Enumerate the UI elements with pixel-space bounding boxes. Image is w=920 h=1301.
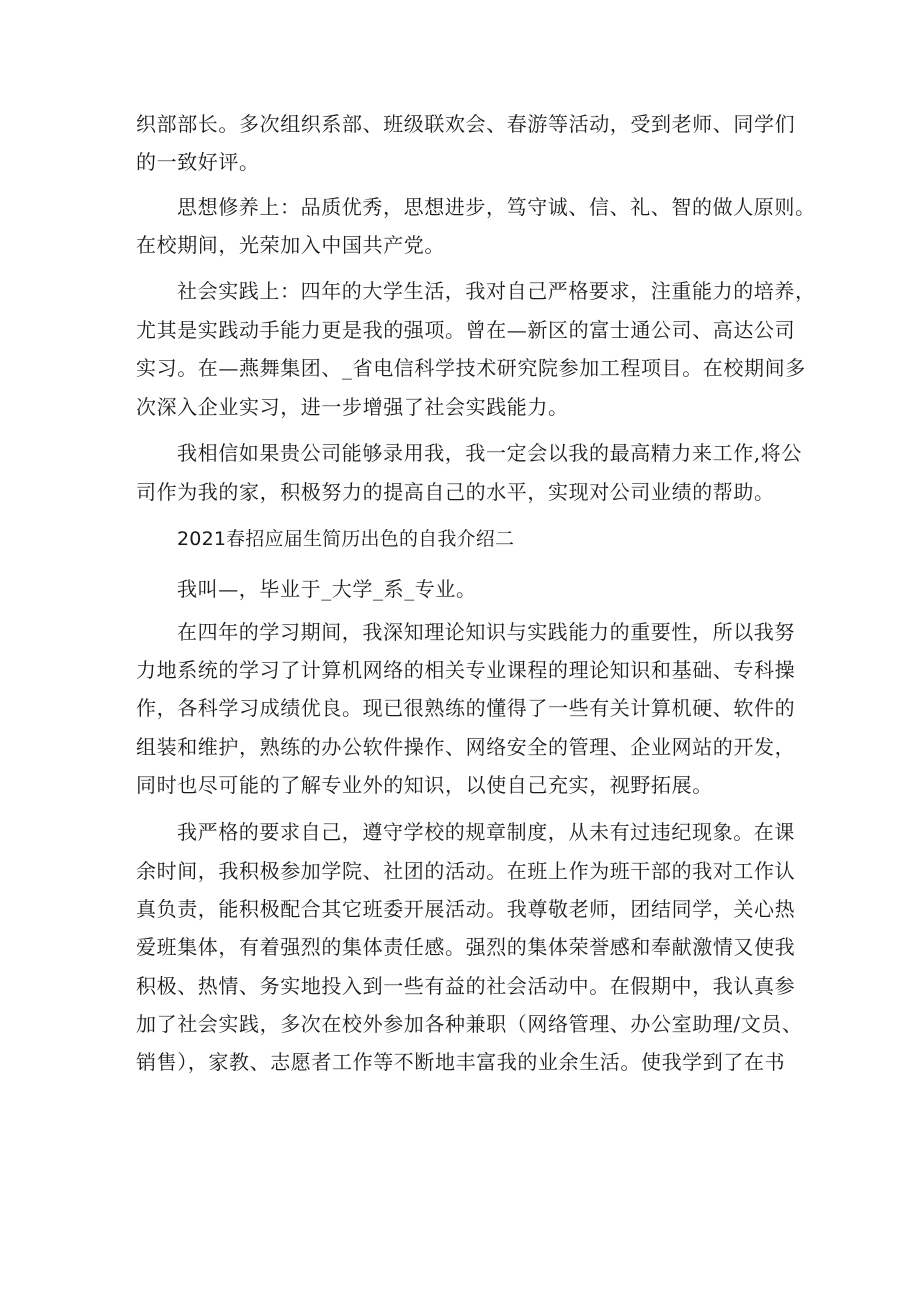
text-line: 余时间，我积极参加学院、社团的活动。在班上作为班干部的我对工作认 — [136, 859, 796, 883]
text-line: 在校期间，光荣加入中国共产党。 — [136, 233, 445, 257]
section-heading: 2021春招应届生简历出色的自我介绍二 — [177, 528, 515, 550]
text-line: 尤其是实践动手能力更是我的强项。曾在—新区的富士通公司、高达公司 — [136, 318, 796, 342]
text-line: 司作为我的家，积极努力的提高自己的水平，实现对公司业绩的帮助。 — [136, 480, 775, 504]
text-line: 社会实践上：四年的大学生活，我对自己严格要求，注重能力的培养， — [177, 279, 816, 303]
text-line: 力地系统的学习了计算机网络的相关专业课程的理论知识和基础、专科操 — [136, 658, 796, 682]
text-line: 我相信如果贵公司能够录用我，我一定会以我的最高精力来工作,将公 — [177, 441, 802, 465]
text-line: 作，各科学习成绩优良。现已很熟练的懂得了一些有关计算机硬、软件的 — [136, 696, 796, 720]
text-line: 组装和维护，熟练的办公软件操作、网络安全的管理、企业网站的开发， — [136, 735, 796, 759]
text-line: 实习。在—燕舞集团、_省电信科学技术研究院参加工程项目。在校期间多 — [136, 356, 806, 380]
text-line: 在四年的学习期间，我深知理论知识与实践能力的重要性，所以我努 — [177, 620, 795, 644]
text-line: 思想修养上：品质优秀，思想进步，笃守诚、信、礼、智的做人原则。 — [177, 195, 816, 219]
text-line: 次深入企业实习，进一步增强了社会实践能力。 — [136, 395, 569, 419]
text-line: 积极、热情、务实地投入到一些有益的社会活动中。在假期中，我认真参 — [136, 974, 796, 998]
text-line: 我叫—，毕业于_大学_系_专业。 — [177, 577, 477, 601]
text-line: 加了社会实践，多次在校外参加各种兼职（网络管理、办公室助理/文员、 — [136, 1012, 803, 1036]
text-line: 爱班集体，有着强烈的集体责任感。强烈的集体荣誉感和奉献激情又使我 — [136, 935, 796, 959]
text-line: 我严格的要求自己，遵守学校的规章制度，从未有过违纪现象。在课 — [177, 820, 795, 844]
text-line: 的一致好评。 — [136, 150, 260, 174]
text-line: 销售），家教、志愿者工作等不断地丰富我的业余生活。使我学到了在书 — [136, 1050, 786, 1074]
text-line: 同时也尽可能的了解专业外的知识，以使自己充实，视野拓展。 — [136, 773, 713, 797]
text-line: 织部部长。多次组织系部、班级联欢会、春游等活动，受到老师、同学们 — [136, 112, 796, 136]
text-line: 真负责，能积极配合其它班委开展活动。我尊敬老师，团结同学，关心热 — [136, 897, 796, 921]
